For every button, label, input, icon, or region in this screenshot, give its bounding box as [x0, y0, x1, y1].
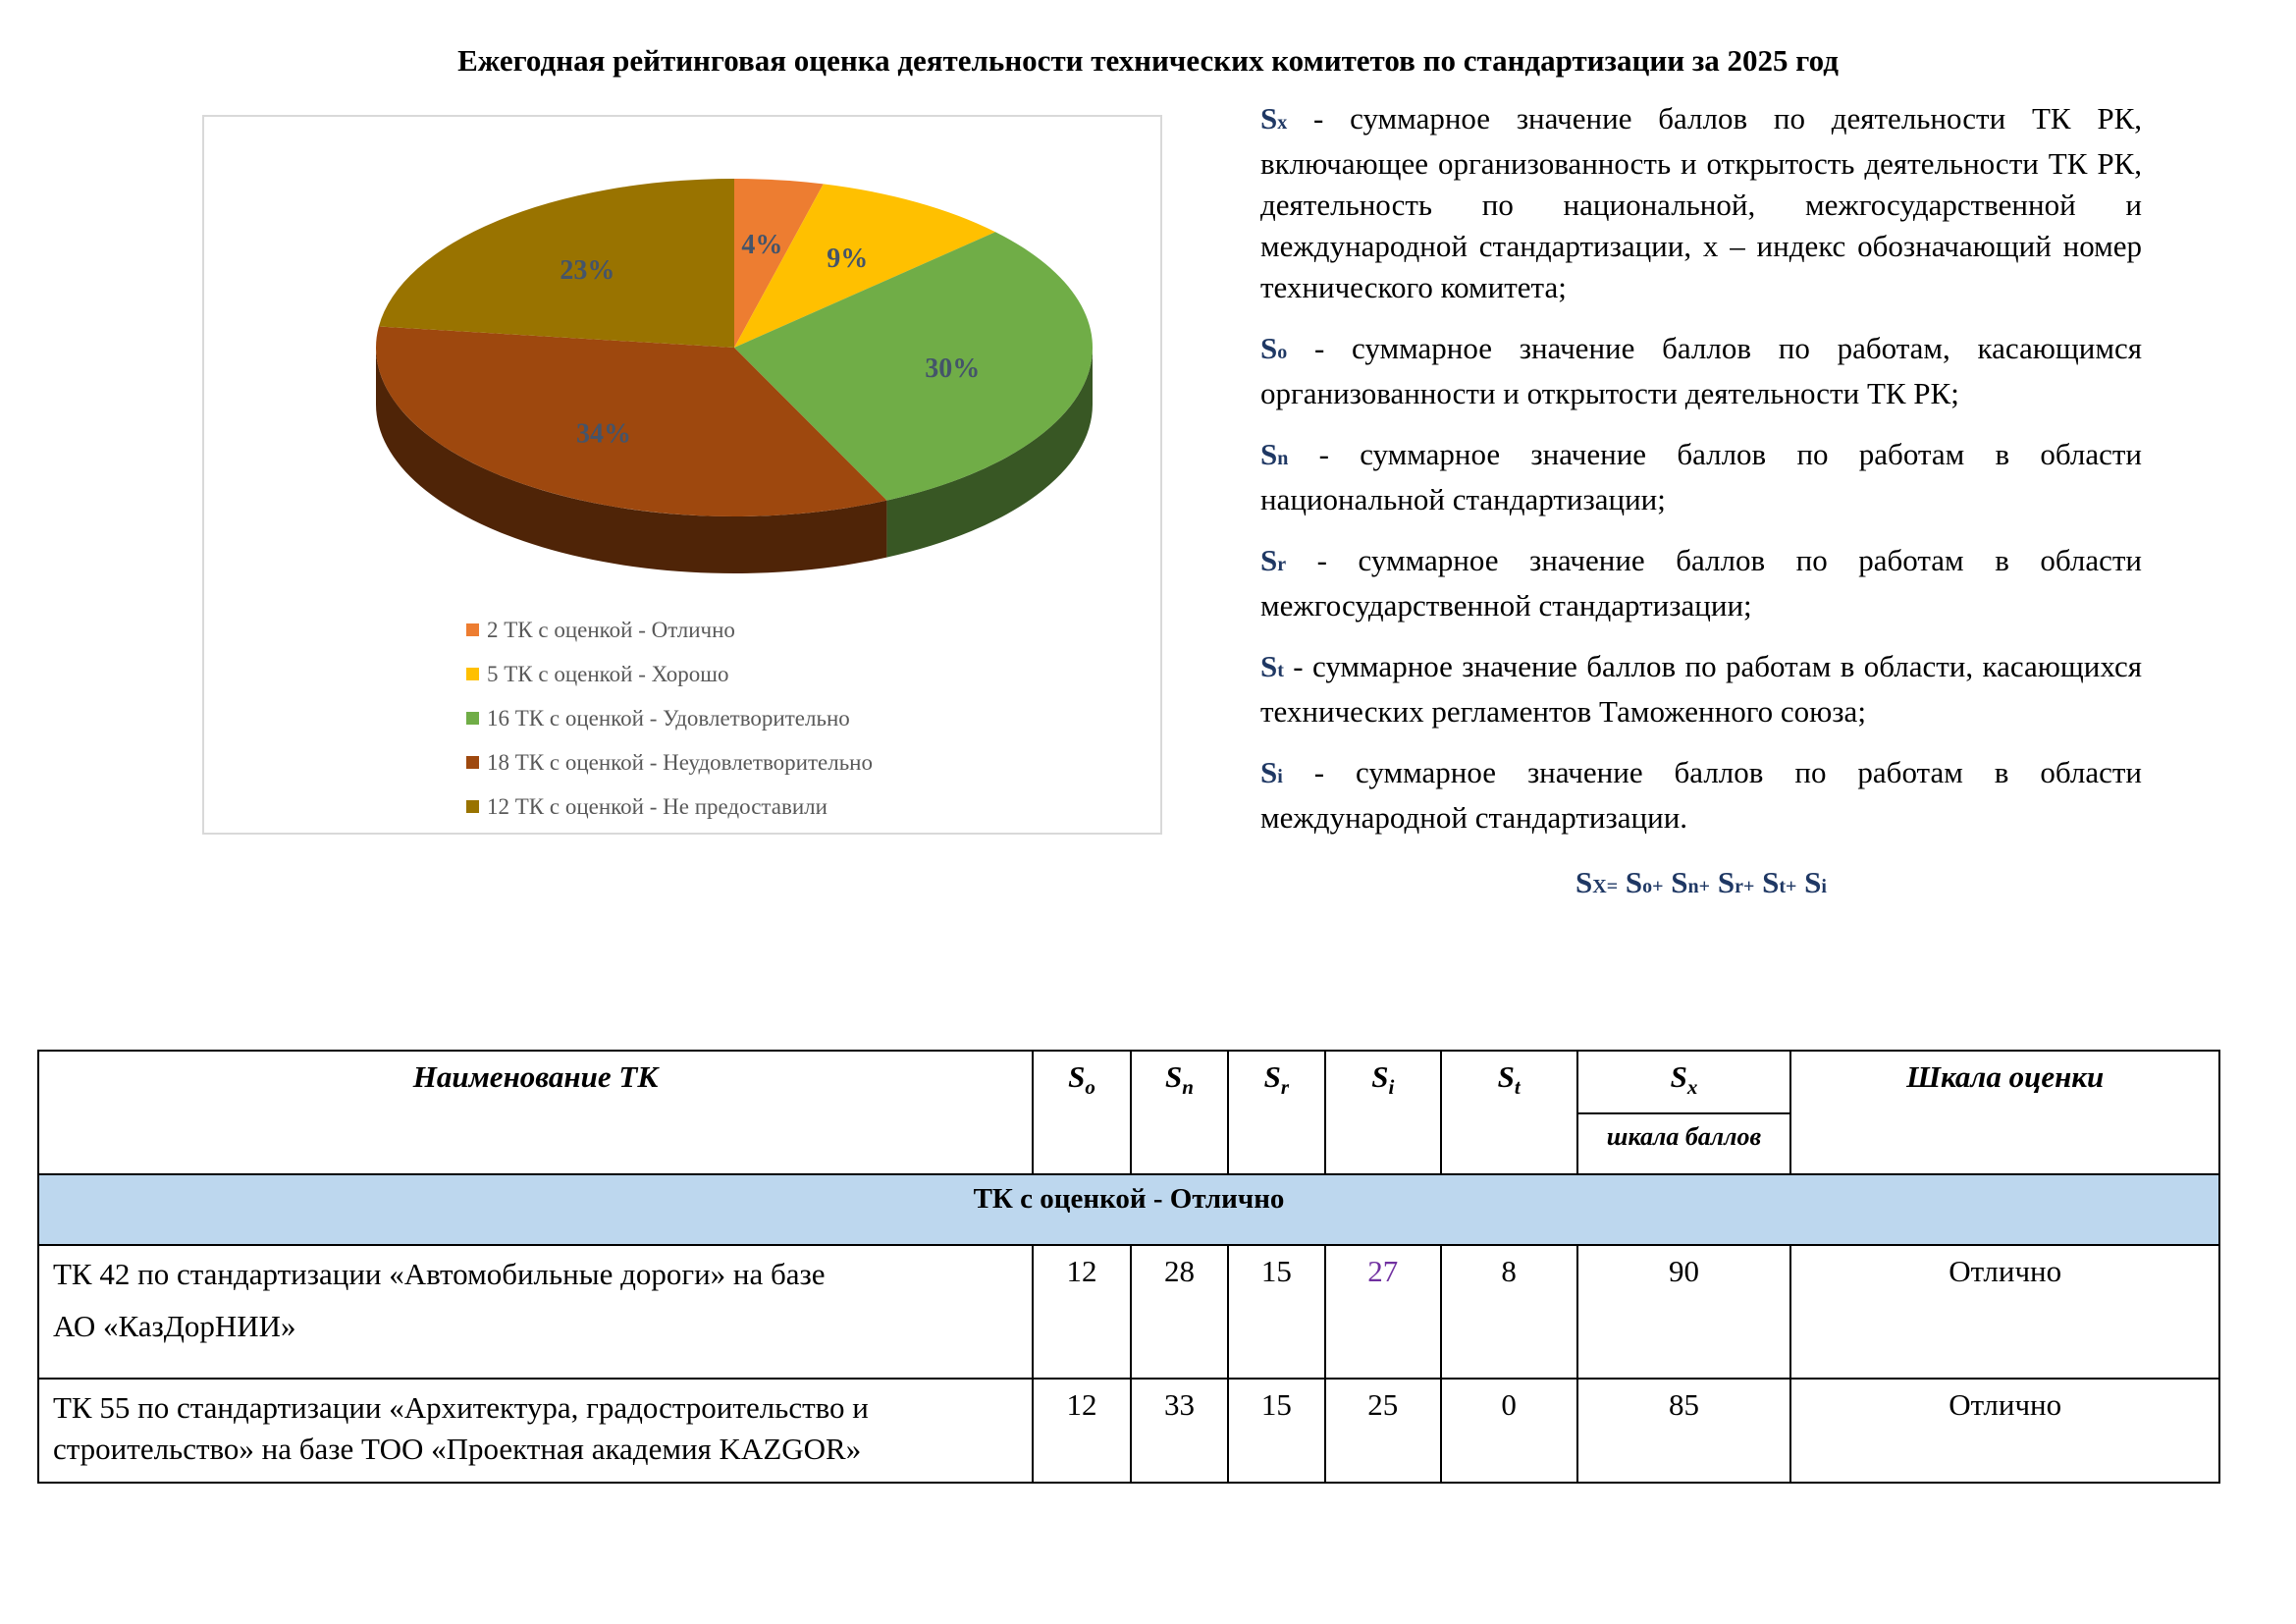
- definitions-block: [1260, 98, 2142, 907]
- definition-text: - суммарное значение баллов по деятельности ТК РК, включающее организованность и открытость деятельности ТК РК, деятельность по национальной, межгосударственной и международной стандартизации, х – индекс обозначающий номер технического комитета;: [1260, 101, 2142, 304]
- header-sr: $S_r$: [1228, 1051, 1325, 1174]
- legend-label: 5 ТК с оценкой - Хорошо: [487, 661, 729, 686]
- grade-cell: Отлично: [1790, 1245, 2219, 1379]
- tc-name-line: строительство» на базе ТОО «Проектная академия KAZGOR»: [53, 1432, 862, 1466]
- header-name: Наименование ТК: [38, 1051, 1033, 1174]
- so-cell: 12: [1033, 1245, 1131, 1379]
- header-sx-scale: шкала баллов: [1577, 1113, 1791, 1174]
- formula: [1260, 862, 2142, 907]
- table-row: [38, 1245, 2219, 1379]
- definition-n: [1260, 434, 2142, 520]
- formula-term-sub: r+: [1735, 876, 1755, 897]
- definition-text: - суммарное значение баллов по работам в области, касающихся технических регламентов Таможенного союза;: [1260, 649, 2142, 729]
- definition-symbol: So: [1260, 331, 1288, 365]
- formula-term-sub: t+: [1779, 876, 1797, 897]
- si-cell: 25: [1325, 1379, 1441, 1483]
- header-si: $S_i$: [1325, 1051, 1441, 1174]
- legend-swatch: [466, 623, 479, 636]
- definition-symbol: Si: [1260, 755, 1283, 789]
- pie-data-label: 23%: [560, 255, 615, 287]
- sx-cell: 85: [1577, 1379, 1791, 1483]
- definition-text: - суммарное значение баллов по работам в области национальной стандартизации;: [1260, 437, 2142, 516]
- legend-item: [466, 785, 873, 829]
- legend-label: 2 ТК с оценкой - Отлично: [487, 617, 735, 642]
- definition-o: [1260, 328, 2142, 414]
- sr-cell: 15: [1228, 1245, 1325, 1379]
- legend-item: [466, 608, 873, 652]
- definition-symbol: Sx: [1260, 101, 1288, 135]
- pie-slice: [379, 179, 734, 348]
- tc-name-cell: [38, 1379, 1033, 1483]
- definition-symbol: Sn: [1260, 437, 1289, 471]
- formula-term-symbol: S: [1671, 865, 1688, 899]
- header-so: $S_o$: [1033, 1051, 1131, 1174]
- formula-term-symbol: S: [1804, 865, 1822, 899]
- pie-data-label: 30%: [925, 352, 981, 384]
- definition-r: [1260, 540, 2142, 626]
- legend-item: [466, 652, 873, 696]
- formula-lhs-symbol: S: [1575, 865, 1593, 899]
- pie-data-label: 34%: [575, 418, 631, 450]
- legend-item: [466, 740, 873, 785]
- pie-data-label: 9%: [827, 244, 869, 275]
- page-title: Ежегодная рейтинговая оценка деятельности технических комитетов по стандартизации за 2025 год: [457, 43, 1839, 78]
- legend-label: 18 ТК с оценкой - Неудовлетворительно: [487, 749, 873, 775]
- chart-legend: [466, 608, 873, 829]
- formula-term-symbol: S: [1762, 865, 1780, 899]
- table-row: [38, 1379, 2219, 1483]
- definition-text: - суммарное значение баллов по работам, касающимся организованности и открытости деятельности ТК РК;: [1260, 331, 2142, 410]
- legend-label: 16 ТК с оценкой - Удовлетворительно: [487, 705, 850, 731]
- st-cell: 0: [1441, 1379, 1577, 1483]
- legend-swatch: [466, 756, 479, 769]
- formula-lhs-sub: X=: [1592, 876, 1619, 897]
- legend-item: [466, 696, 873, 740]
- tc-name-line: ТК 42 по стандартизации «Автомобильные дороги» на базе: [53, 1257, 826, 1291]
- definition-text: - суммарное значение баллов по работам в области межгосударственной стандартизации;: [1260, 543, 2142, 623]
- definition-i: [1260, 752, 2142, 839]
- formula-term-sub: o+: [1642, 876, 1664, 897]
- st-cell: 8: [1441, 1245, 1577, 1379]
- definition-text: - суммарное значение баллов по работам в области международной стандартизации.: [1260, 755, 2142, 835]
- header-sn: $S_n$: [1131, 1051, 1228, 1174]
- header-grade: Шкала оценки: [1790, 1051, 2219, 1174]
- definition-symbol: St: [1260, 649, 1284, 683]
- formula-term-symbol: S: [1717, 865, 1735, 899]
- legend-swatch: [466, 668, 479, 680]
- legend-swatch: [466, 800, 479, 813]
- pie-chart: [202, 115, 1162, 835]
- tc-name-cell: [38, 1245, 1033, 1379]
- header-sx: $S_x$: [1577, 1051, 1791, 1113]
- so-cell: 12: [1033, 1379, 1131, 1483]
- definition-t: [1260, 646, 2142, 732]
- header-st: $S_t$: [1441, 1051, 1577, 1174]
- formula-term-symbol: S: [1625, 865, 1643, 899]
- si-cell: 27: [1325, 1245, 1441, 1379]
- pie-data-label: 4%: [741, 230, 783, 261]
- grade-cell: Отлично: [1790, 1379, 2219, 1483]
- sr-cell: 15: [1228, 1379, 1325, 1483]
- legend-swatch: [466, 712, 479, 725]
- formula-term-sub: i: [1821, 876, 1827, 897]
- group-title: ТК с оценкой - Отлично: [38, 1174, 2219, 1245]
- sn-cell: 28: [1131, 1245, 1228, 1379]
- tc-name-line: ТК 55 по стандартизации «Архитектура, градостроительство и: [53, 1390, 869, 1425]
- formula-term-sub: n+: [1687, 876, 1711, 897]
- sn-cell: 33: [1131, 1379, 1228, 1483]
- legend-label: 12 ТК с оценкой - Не предоставили: [487, 793, 828, 819]
- tc-name-line: АО «КазДорНИИ»: [53, 1309, 296, 1343]
- rating-table: [37, 1050, 2220, 1484]
- sx-cell: 90: [1577, 1245, 1791, 1379]
- definition-symbol: Sr: [1260, 543, 1287, 577]
- definition-x: [1260, 98, 2142, 308]
